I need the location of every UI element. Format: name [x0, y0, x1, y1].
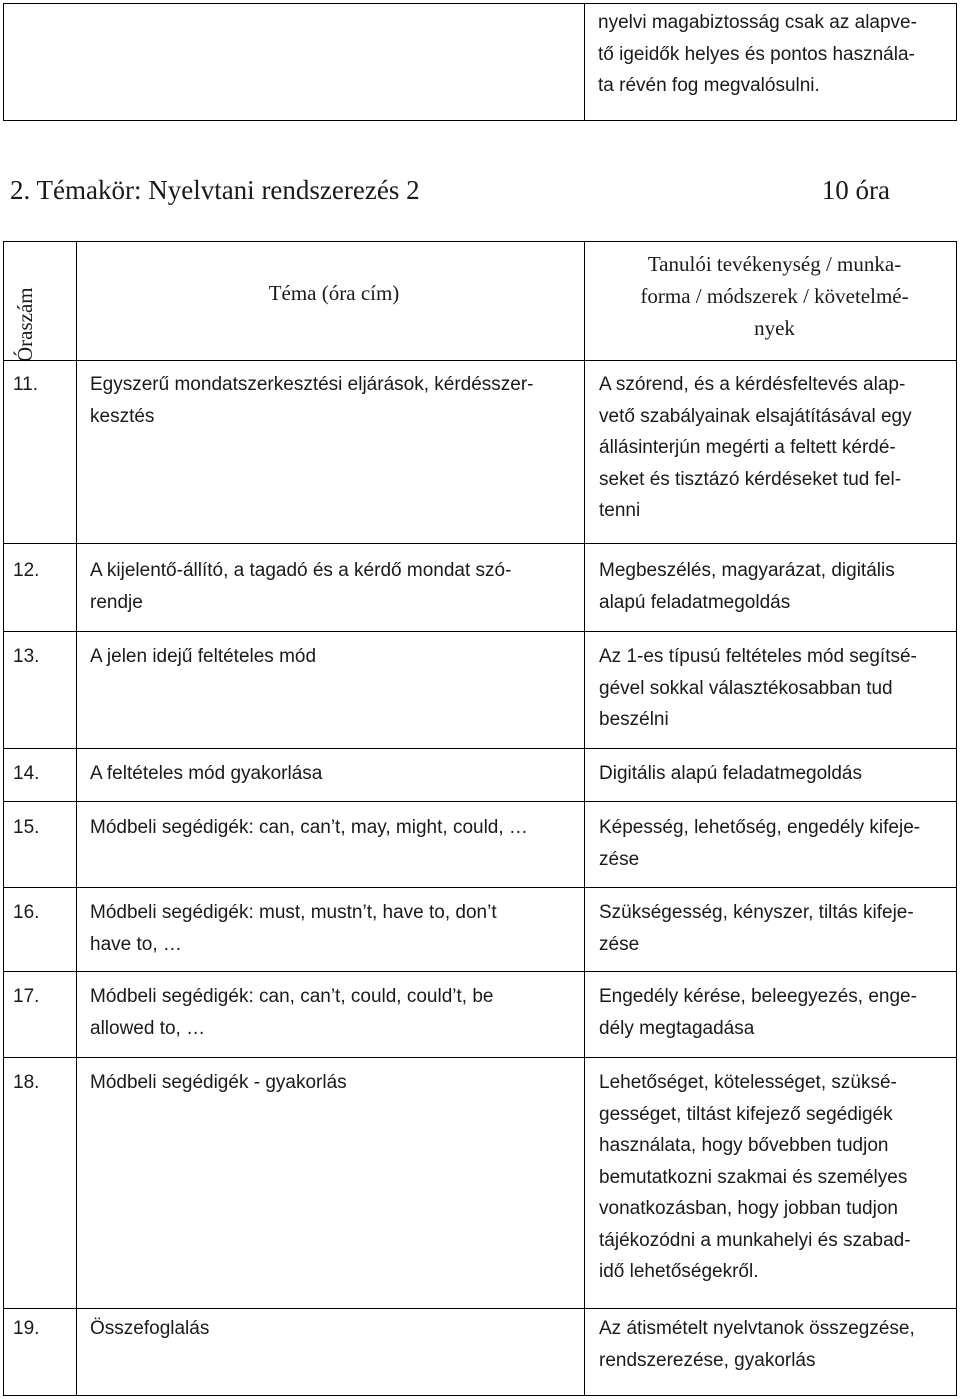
- row-activity: [599, 1313, 951, 1376]
- text-line: gével sokkal választékosabban tud: [599, 677, 893, 699]
- row-divider: [4, 631, 956, 632]
- text-line: rendszerezése, gyakorlás: [599, 1349, 816, 1371]
- text-line: idő lehetőségekről.: [599, 1261, 759, 1282]
- text-line: Egyszerű mondatszerkesztési eljárások, kérdésszer-: [90, 374, 534, 395]
- row-divider: [4, 1308, 956, 1309]
- column-divider: [76, 242, 77, 1395]
- row-topic: [90, 758, 570, 790]
- section-title: 2. Témakör: Nyelvtani rendszerezés 2: [10, 175, 420, 205]
- text-line: tő igeidők helyes és pontos használa-: [598, 43, 915, 65]
- text-line: A feltételes mód gyakorlása: [90, 763, 323, 784]
- text-line: Digitális alapú feladatmegoldás: [599, 763, 862, 784]
- row-topic: [90, 1067, 570, 1099]
- text-line: A jelen idejű feltételes mód: [90, 646, 317, 667]
- header-line: Tanulói tevékenység / munka-: [647, 252, 902, 276]
- row-activity: [599, 641, 951, 736]
- row-activity: [599, 369, 951, 527]
- header-number: Óraszám: [13, 287, 37, 362]
- text-line: Módbeli segédigék - gyakorlás: [90, 1072, 347, 1093]
- text-line: alapú feladatmegoldás: [599, 591, 791, 613]
- text-line: dély megtagadása: [599, 1017, 755, 1039]
- continuation-text: [598, 7, 948, 102]
- row-divider: [4, 543, 956, 544]
- continuation-table: [3, 3, 957, 121]
- text-line: Az átismételt nyelvtanok összegzése,: [599, 1318, 915, 1339]
- row-number: 15.: [13, 817, 40, 838]
- section-hours: 10 óra: [821, 175, 890, 205]
- text-line: tájékozódni a munkahelyi és szabad-: [599, 1229, 911, 1251]
- text-line: Megbeszélés, magyarázat, digitális: [599, 560, 895, 581]
- row-topic: [90, 812, 570, 844]
- row-divider: [4, 360, 956, 361]
- row-number: 14.: [13, 763, 40, 784]
- row-divider: [4, 1057, 956, 1058]
- row-number: 11.: [13, 374, 39, 395]
- row-number: 17.: [13, 986, 40, 1007]
- text-line: rendje: [90, 591, 143, 613]
- row-number: 19.: [13, 1318, 40, 1339]
- text-line: Módbeli segédigék: can, can’t, may, might, could, …: [90, 817, 528, 838]
- row-topic: [90, 641, 570, 673]
- text-line: A kijelentő-állító, a tagadó és a kérdő mondat szó-: [90, 560, 512, 581]
- header-line: forma / módszerek / követelmé-: [640, 284, 909, 308]
- text-line: tenni: [599, 500, 641, 521]
- row-divider: [4, 801, 956, 802]
- row-activity: [599, 1067, 951, 1288]
- text-line: zése: [599, 848, 640, 870]
- row-topic: [90, 555, 570, 618]
- text-line: állásinterjún megérti a feltett kérdé-: [599, 437, 896, 458]
- text-line: Szükségesség, kényszer, tiltás kifeje-: [599, 902, 914, 923]
- text-line: Módbeli segédigék: can, can’t, could, could’t, be: [90, 986, 494, 1007]
- row-activity: [599, 812, 951, 875]
- text-line: vető szabályainak elsajátításával egy: [599, 405, 912, 427]
- row-number: 18.: [13, 1072, 40, 1093]
- header-topic: Téma (óra cím): [268, 281, 400, 305]
- row-activity: [599, 555, 951, 618]
- row-activity: [599, 981, 951, 1044]
- row-topic: [90, 1313, 570, 1345]
- row-divider: [4, 748, 956, 749]
- text-line: have to, …: [90, 933, 182, 955]
- text-line: allowed to, …: [90, 1017, 206, 1039]
- column-divider: [584, 242, 585, 1395]
- row-divider: [4, 971, 956, 972]
- text-line: bemutatkozni szakmai és személyes: [599, 1166, 908, 1188]
- text-line: Összefoglalás: [90, 1318, 210, 1339]
- text-line: beszélni: [599, 709, 669, 730]
- text-line: Az 1-es típusú feltételes mód segítsé-: [599, 646, 917, 667]
- row-activity: [599, 897, 951, 960]
- text-line: kesztés: [90, 405, 155, 427]
- header-activity: [602, 248, 947, 344]
- row-number: 13.: [13, 646, 40, 667]
- row-topic: [90, 369, 570, 432]
- lesson-table: [3, 241, 957, 1396]
- text-line: használata, hogy bővebben tudjon: [599, 1135, 889, 1156]
- row-divider: [4, 887, 956, 888]
- text-line: gességet, tiltást kifejező segédigék: [599, 1103, 893, 1125]
- text-line: Lehetőséget, kötelességet, szüksé-: [599, 1072, 897, 1093]
- row-topic: [90, 981, 570, 1044]
- text-line: vonatkozásban, hogy jobban tudjon: [599, 1198, 898, 1219]
- text-line: seket és tisztázó kérdéseket tud fel-: [599, 468, 902, 490]
- text-line: ta révén fog megvalósulni.: [598, 75, 820, 96]
- header-line: nyek: [754, 316, 795, 340]
- text-line: nyelvi magabiztosság csak az alapve-: [598, 12, 917, 33]
- text-line: Képesség, lehetőség, engedély kifeje-: [599, 817, 921, 838]
- text-line: A szórend, és a kérdésfeltevés alap-: [599, 374, 906, 395]
- row-activity: [599, 758, 951, 790]
- text-line: Módbeli segédigék: must, mustn’t, have to, don’t: [90, 902, 497, 923]
- row-number: 12.: [13, 560, 40, 581]
- column-divider: [584, 4, 585, 120]
- text-line: Engedély kérése, beleegyezés, enge-: [599, 986, 917, 1007]
- row-number: 16.: [13, 902, 40, 923]
- text-line: zése: [599, 933, 640, 955]
- row-topic: [90, 897, 570, 960]
